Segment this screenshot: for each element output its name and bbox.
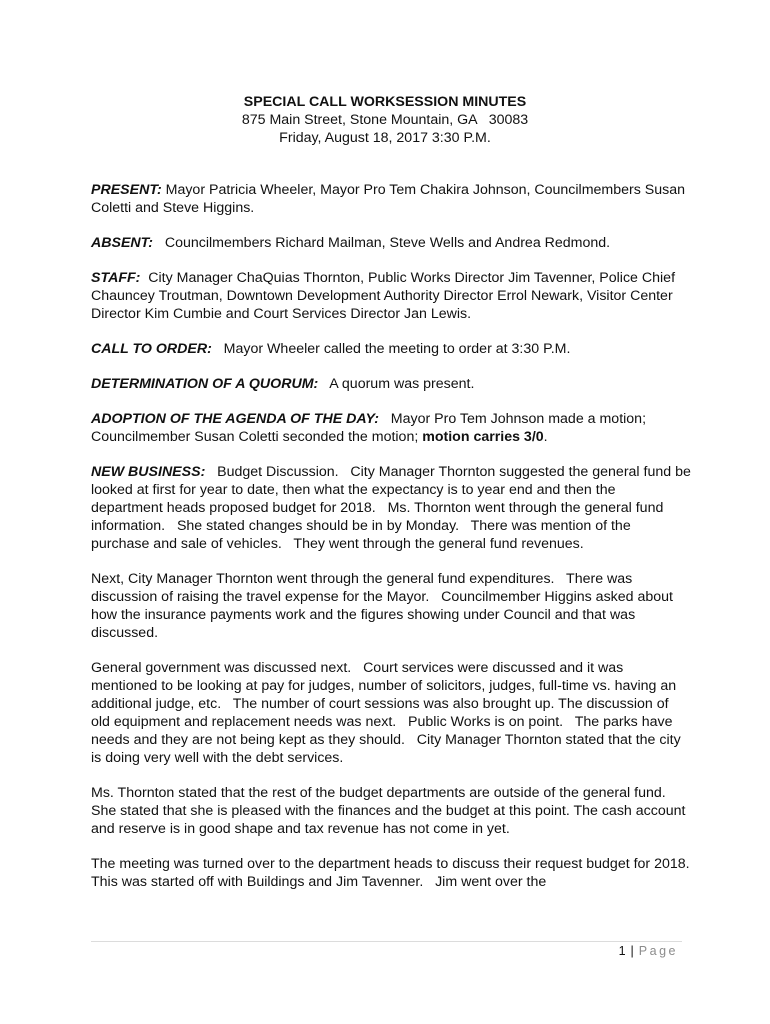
finances-paragraph: Ms. Thornton stated that the rest of the budget departments are outside of the general fund. She stated that she is pleased with the finances and the budget at this point. The cash account and reserve is in good shape and tax revenue has not come in yet. — [91, 785, 690, 837]
agenda-end: . — [543, 429, 548, 445]
agenda-text: Mayor Pro Tem Johnson made a motion; Councilmember Susan Coletti seconded the motion; — [91, 411, 650, 445]
present-paragraph — [91, 181, 691, 217]
expenditures-paragraph: Next, City Manager Thornton went through the general fund expenditures. There was discussion of raising the travel expense for the Mayor. Councilmember Higgins asked about how the insurance payments work and the figures showing under Council and that was discussed. — [91, 571, 677, 641]
staff-text: City Manager ChaQuias Thornton, Public Works Director Jim Tavenner, Police Chief Chauncey Troutman, Downtown Development Authority Director Errol Newark, Visitor Center Director Kim Cumbie and Court Services Director Jan Lewis. — [91, 270, 679, 322]
department-heads-paragraph: The meeting was turned over to the department heads to discuss their request budget for 2018. This was started off with Buildings and Jim Tavenner. Jim went over the — [91, 856, 702, 890]
footer-separator: | — [630, 944, 635, 958]
staff-label: STAFF: — [91, 270, 141, 286]
present-text: Mayor Patricia Wheeler, Mayor Pro Tem Chakira Johnson, Councilmembers Susan Coletti and Steve Higgins. — [91, 182, 689, 216]
quorum-label: DETERMINATION OF A QUORUM: — [91, 376, 319, 392]
footer-divider — [91, 941, 682, 942]
agenda-label: ADOPTION OF THE AGENDA OF THE DAY: — [91, 411, 379, 427]
new-business-label: NEW BUSINESS: — [91, 464, 206, 480]
general-government-paragraph: General government was discussed next. Court services were discussed and it was mentioned to be looking at pay for judges, number of solicitors, judges, full-time vs. having an additional judge, etc. The number of court sessions was also brought up. The discussion of old equipment and replacement needs was next. Public Works is on point. The parks have needs and they are not being kept as they should. City Manager Thornton stated that the city is doing very well with the debt services. — [91, 660, 685, 766]
quorum-paragraph — [91, 375, 691, 393]
document-header — [0, 93, 770, 147]
document-title: SPECIAL CALL WORKSESSION MINUTES — [243, 94, 527, 110]
staff-paragraph — [91, 269, 691, 323]
page-footer — [619, 944, 678, 958]
present-label: PRESENT: — [91, 182, 162, 198]
new-business-paragraph — [91, 463, 695, 553]
absent-text: Councilmembers Richard Mailman, Steve Wells and Andrea Redmond. — [153, 235, 611, 251]
call-to-order-paragraph — [91, 340, 691, 358]
page-word: Page — [638, 944, 678, 958]
page-number: 1 — [618, 944, 627, 958]
call-to-order-label: CALL TO ORDER: — [91, 341, 212, 357]
absent-label: ABSENT: — [91, 235, 154, 251]
new-business-text: Budget Discussion. City Manager Thornton suggested the general fund be looked at first for year to date, then what the expectancy is to year end and then the department heads proposed budget for 2018. Ms. Thornton went through the general fund information. She stated changes should be in by Monday. There was mention of the purchase and sale of vehicles. They went through the general fund revenues. — [91, 464, 695, 552]
meeting-address: 875 Main Street, Stone Mountain, GA 30083 — [241, 112, 529, 128]
document-body — [91, 181, 702, 908]
motion-result: motion carries 3/0 — [422, 429, 544, 445]
meeting-date: Friday, August 18, 2017 3:30 P.M. — [279, 130, 491, 146]
absent-paragraph — [91, 234, 691, 252]
call-to-order-text: Mayor Wheeler called the meeting to order at 3:30 P.M. — [211, 341, 571, 357]
agenda-paragraph — [91, 410, 691, 446]
quorum-text: A quorum was present. — [318, 376, 475, 392]
